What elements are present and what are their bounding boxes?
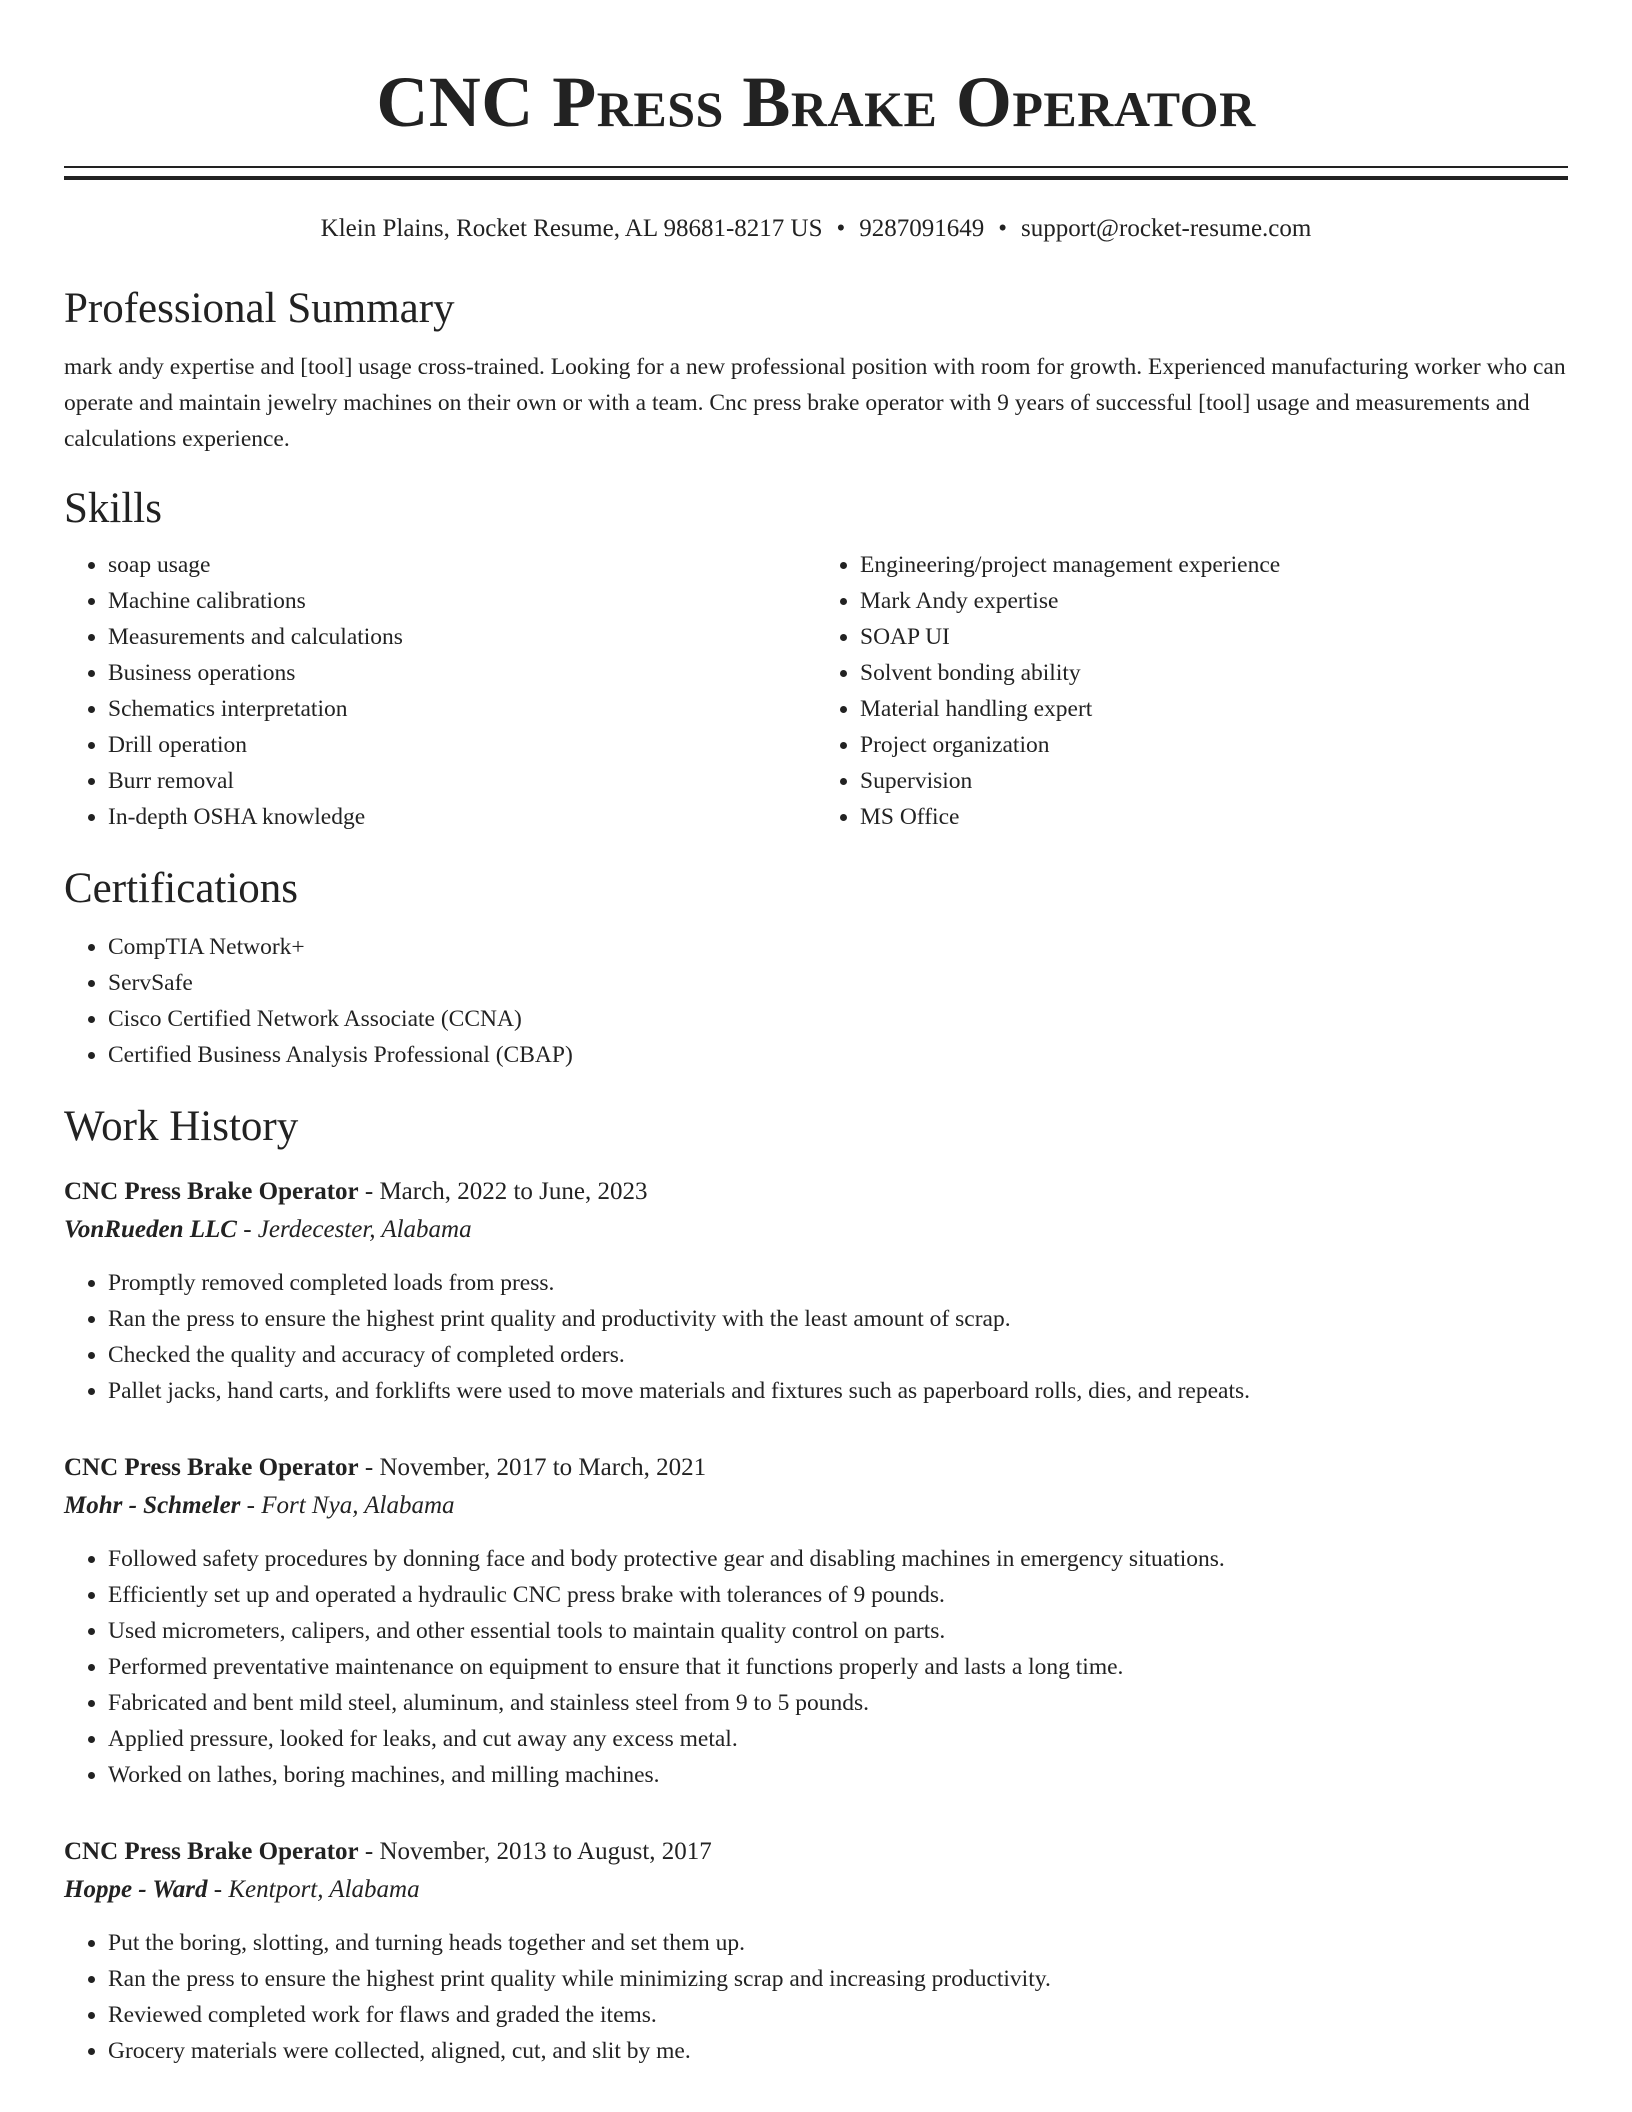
job-bullet: • Grocery materials were collected, aligned, cut, and slit by me. [108, 2033, 1568, 2069]
job-bullet: • Used micrometers, calipers, and other essential tools to maintain quality control on parts. [108, 1613, 1568, 1649]
skill-item: • In-depth OSHA knowledge [108, 799, 816, 835]
job-header: CNC Press Brake Operator - March, 2022 to June, 2023 [64, 1178, 648, 1205]
job-dates: November, 2017 to March, 2021 [379, 1454, 707, 1481]
skill-item: • Burr removal [108, 763, 816, 799]
resume-name: CNC Press Brake Operator [376, 62, 1256, 142]
job-bullet: • Reviewed completed work for flaws and graded the items. [108, 1997, 1568, 2033]
skill-item: • Mark Andy expertise [860, 583, 1568, 619]
job-bullet: • Put the boring, slotting, and turning heads together and set them up. [108, 1925, 1568, 1961]
job-title: CNC Press Brake Operator [64, 1838, 359, 1865]
skill-item: • Engineering/project management experience [860, 547, 1568, 583]
job-entry [64, 1449, 1568, 1793]
contact-separator: • [998, 215, 1008, 242]
job-header: CNC Press Brake Operator - November, 2013 to August, 2017 [64, 1838, 712, 1865]
job-bullet: • Ran the press to ensure the highest print quality while minimizing scrap and increasing productivity. [108, 1961, 1568, 1997]
job-company: Mohr - Schmeler [64, 1492, 241, 1519]
skill-item: • Schematics interpretation [108, 691, 816, 727]
skill-item: • Material handling expert [860, 691, 1568, 727]
skill-item: • Drill operation [108, 727, 816, 763]
job-company-line: VonRueden LLC - Jerdecester, Alabama [64, 1216, 472, 1243]
summary-text: mark andy expertise and [tool] usage cross-trained. Looking for a new professional position with room for growth. Experienced manufacturing worker who can operate and maintain jewelry machines on their own or with a team. Cnc press brake operator with 9 years of successful [tool] usage and measurements and calculations experience. [64, 354, 1566, 452]
job-bullet: • Ran the press to ensure the highest print quality and productivity with the least amount of scrap. [108, 1301, 1568, 1337]
skill-item: • Machine calibrations [108, 583, 816, 619]
job-bullet: • Followed safety procedures by donning face and body protective gear and disabling machines in emergency situations. [108, 1541, 1568, 1577]
job-title: CNC Press Brake Operator [64, 1178, 359, 1205]
contact-separator: • [836, 215, 846, 242]
job-bullet: • Applied pressure, looked for leaks, and cut away any excess metal. [108, 1721, 1568, 1757]
contact-phone: 9287091649 [859, 215, 985, 242]
job-company-line: Mohr - Schmeler - Fort Nya, Alabama [64, 1492, 455, 1519]
skill-item: • Solvent bonding ability [860, 655, 1568, 691]
job-bullet: • Performed preventative maintenance on equipment to ensure that it functions properly and lasts a long time. [108, 1649, 1568, 1685]
certifications-heading: Certifications [64, 865, 299, 912]
skills-column-right [816, 547, 1568, 835]
job-location: Kentport, Alabama [228, 1876, 420, 1903]
job-dates: November, 2013 to August, 2017 [379, 1838, 712, 1865]
certification-item: • Cisco Certified Network Associate (CCNA) [108, 1001, 1568, 1037]
certification-item: • CompTIA Network+ [108, 929, 1568, 965]
skill-item: • SOAP UI [860, 619, 1568, 655]
skill-item: • Project organization [860, 727, 1568, 763]
job-bullet: • Fabricated and bent mild steel, aluminum, and stainless steel from 9 to 5 pounds. [108, 1685, 1568, 1721]
job-location: Fort Nya, Alabama [261, 1492, 455, 1519]
job-dates: March, 2022 to June, 2023 [379, 1178, 648, 1205]
contact-address: Klein Plains, Rocket Resume, AL 98681-8217 US [320, 215, 823, 242]
certifications-list [64, 929, 1568, 1073]
job-company: VonRueden LLC [64, 1216, 237, 1243]
job-bullet: • Efficiently set up and operated a hydraulic CNC press brake with tolerances of 9 pounds. [108, 1577, 1568, 1613]
skills-heading: Skills [64, 485, 162, 532]
job-bullet: • Promptly removed completed loads from press. [108, 1265, 1568, 1301]
certification-item: • ServSafe [108, 965, 1568, 1001]
job-bullet: • Worked on lathes, boring machines, and milling machines. [108, 1757, 1568, 1793]
skill-item: • Measurements and calculations [108, 619, 816, 655]
job-bullets [64, 1265, 1568, 1409]
job-location: Jerdecester, Alabama [257, 1216, 472, 1243]
skill-item: • MS Office [860, 799, 1568, 835]
job-entry [64, 1173, 1568, 1409]
job-company-line: Hoppe - Ward - Kentport, Alabama [64, 1876, 420, 1903]
skill-item: • Supervision [860, 763, 1568, 799]
certification-item: • Certified Business Analysis Professional (CBAP) [108, 1037, 1568, 1073]
work-history-heading: Work History [64, 1103, 299, 1150]
job-entry [64, 1833, 1568, 2069]
contact-email: support@rocket-resume.com [1021, 215, 1312, 242]
skill-item: • soap usage [108, 547, 816, 583]
resume-page [64, 0, 1568, 2069]
job-title: CNC Press Brake Operator [64, 1454, 359, 1481]
job-bullets [64, 1925, 1568, 2069]
skill-item: • Business operations [108, 655, 816, 691]
summary-heading: Professional Summary [64, 285, 455, 332]
job-company: Hoppe - Ward [64, 1876, 208, 1903]
contact-line [64, 213, 1568, 245]
skills-list [64, 547, 1568, 835]
job-bullet: • Checked the quality and accuracy of completed orders. [108, 1337, 1568, 1373]
job-header: CNC Press Brake Operator - November, 2017 to March, 2021 [64, 1454, 707, 1481]
header-divider [64, 166, 1568, 180]
job-bullet: • Pallet jacks, hand carts, and forklifts were used to move materials and fixtures such as paperboard rolls, dies, and repeats. [108, 1373, 1568, 1409]
skills-column-left [64, 547, 816, 835]
job-bullets [64, 1541, 1568, 1793]
